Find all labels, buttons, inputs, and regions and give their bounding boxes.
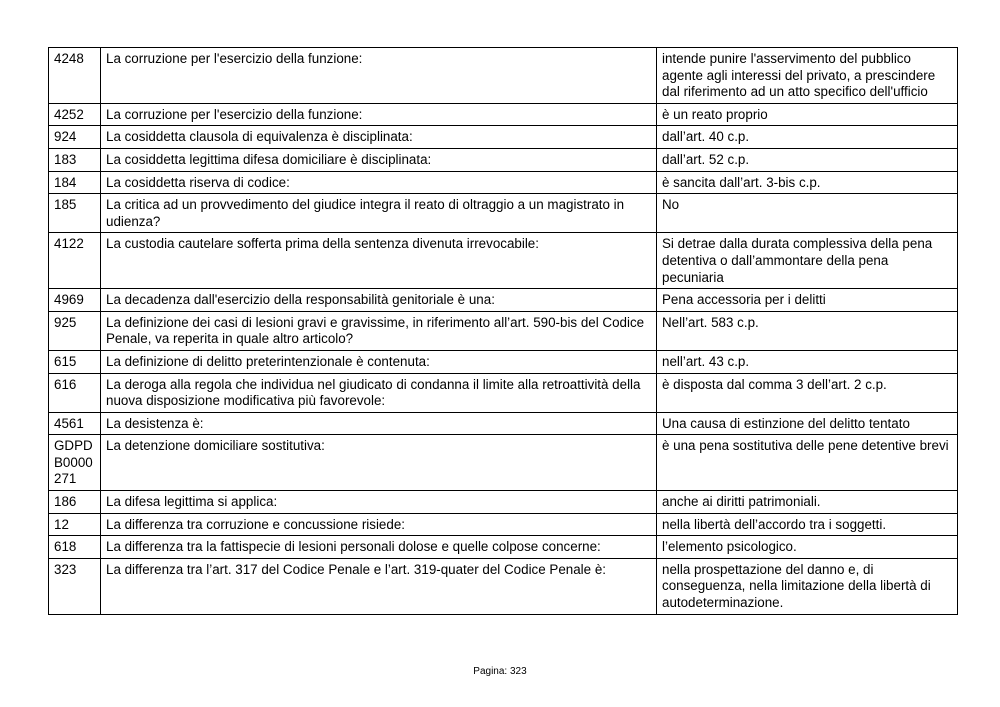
question-id: 183 (49, 148, 101, 171)
table-row (49, 311, 958, 350)
question-text: La desistenza è: (101, 412, 657, 435)
table-row (49, 513, 958, 536)
answer-text: nella libertà dell’accordo tra i soggetti. (657, 513, 958, 536)
table-row (49, 148, 958, 171)
question-text: La definizione di delitto preterintenzionale è contenuta: (101, 350, 657, 373)
question-id: 12 (49, 513, 101, 536)
answer-text: è sancita dall’art. 3-bis c.p. (657, 171, 958, 194)
questions-table (48, 47, 958, 615)
answer-text: anche ai diritti patrimoniali. (657, 491, 958, 514)
table-row (49, 435, 958, 491)
page-number: Pagina: 323 (473, 666, 527, 677)
table-row (49, 103, 958, 126)
table-row (49, 233, 958, 289)
answer-text: Si detrae dalla durata complessiva della pena detentiva o dall’ammontare della pena pecuniaria (657, 233, 958, 289)
question-id: 4122 (49, 233, 101, 289)
question-text: La deroga alla regola che individua nel giudicato di condanna il limite alla retroattività della nuova disposizione modificativa più favorevole: (101, 373, 657, 412)
question-text: La differenza tra corruzione e concussione risiede: (101, 513, 657, 536)
question-text: La decadenza dall'esercizio della responsabilità genitoriale è una: (101, 289, 657, 312)
answer-text: dall’art. 40 c.p. (657, 126, 958, 149)
answer-text: Una causa di estinzione del delitto tentato (657, 412, 958, 435)
question-id: 323 (49, 558, 101, 614)
question-text: La differenza tra la fattispecie di lesioni personali dolose e quelle colpose concerne: (101, 536, 657, 559)
question-id: 4969 (49, 289, 101, 312)
answer-text: nell’art. 43 c.p. (657, 350, 958, 373)
table-row (49, 350, 958, 373)
question-id: 4561 (49, 412, 101, 435)
answer-text: No (657, 194, 958, 233)
answer-text: è una pena sostitutiva delle pene detentive brevi (657, 435, 958, 491)
table-row (49, 171, 958, 194)
table-row (49, 194, 958, 233)
question-text: La differenza tra l’art. 317 del Codice Penale e l’art. 319-quater del Codice Penale è: (101, 558, 657, 614)
table-row (49, 536, 958, 559)
question-text: La detenzione domiciliare sostitutiva: (101, 435, 657, 491)
question-text: La critica ad un provvedimento del giudice integra il reato di oltraggio a un magistrato in udienza? (101, 194, 657, 233)
question-text: La cosiddetta legittima difesa domiciliare è disciplinata: (101, 148, 657, 171)
question-id: 185 (49, 194, 101, 233)
question-id: 4248 (49, 48, 101, 104)
question-id: 924 (49, 126, 101, 149)
question-id: 615 (49, 350, 101, 373)
table-row (49, 558, 958, 614)
question-id: 925 (49, 311, 101, 350)
answer-text: l’elemento psicologico. (657, 536, 958, 559)
question-id: GDPD B0000 271 (49, 435, 101, 491)
answer-text: dall’art. 52 c.p. (657, 148, 958, 171)
question-id: 184 (49, 171, 101, 194)
question-text: La cosiddetta riserva di codice: (101, 171, 657, 194)
table-row (49, 126, 958, 149)
question-id: 4252 (49, 103, 101, 126)
question-text: La definizione dei casi di lesioni gravi e gravissime, in riferimento all’art. 590-bis del Codice Penale, va reperita in quale altro articolo? (101, 311, 657, 350)
question-id: 618 (49, 536, 101, 559)
answer-text: è disposta dal comma 3 dell’art. 2 c.p. (657, 373, 958, 412)
question-text: La difesa legittima si applica: (101, 491, 657, 514)
answer-text: intende punire l'asservimento del pubblico agente agli interessi del privato, a prescindere dal riferimento ad un atto specifico dell'ufficio (657, 48, 958, 104)
question-id: 186 (49, 491, 101, 514)
table-row (49, 491, 958, 514)
table-row (49, 373, 958, 412)
answer-text: Pena accessoria per i delitti (657, 289, 958, 312)
table-row (49, 412, 958, 435)
question-id: 616 (49, 373, 101, 412)
table-row (49, 289, 958, 312)
question-text: La cosiddetta clausola di equivalenza è disciplinata: (101, 126, 657, 149)
answer-text: Nell’art. 583 c.p. (657, 311, 958, 350)
answer-text: è un reato proprio (657, 103, 958, 126)
answer-text: nella prospettazione del danno e, di conseguenza, nella limitazione della libertà di autodeterminazione. (657, 558, 958, 614)
question-text: La custodia cautelare sofferta prima della sentenza divenuta irrevocabile: (101, 233, 657, 289)
question-text: La corruzione per l'esercizio della funzione: (101, 48, 657, 104)
table-row (49, 48, 958, 104)
question-text: La corruzione per l'esercizio della funzione: (101, 103, 657, 126)
